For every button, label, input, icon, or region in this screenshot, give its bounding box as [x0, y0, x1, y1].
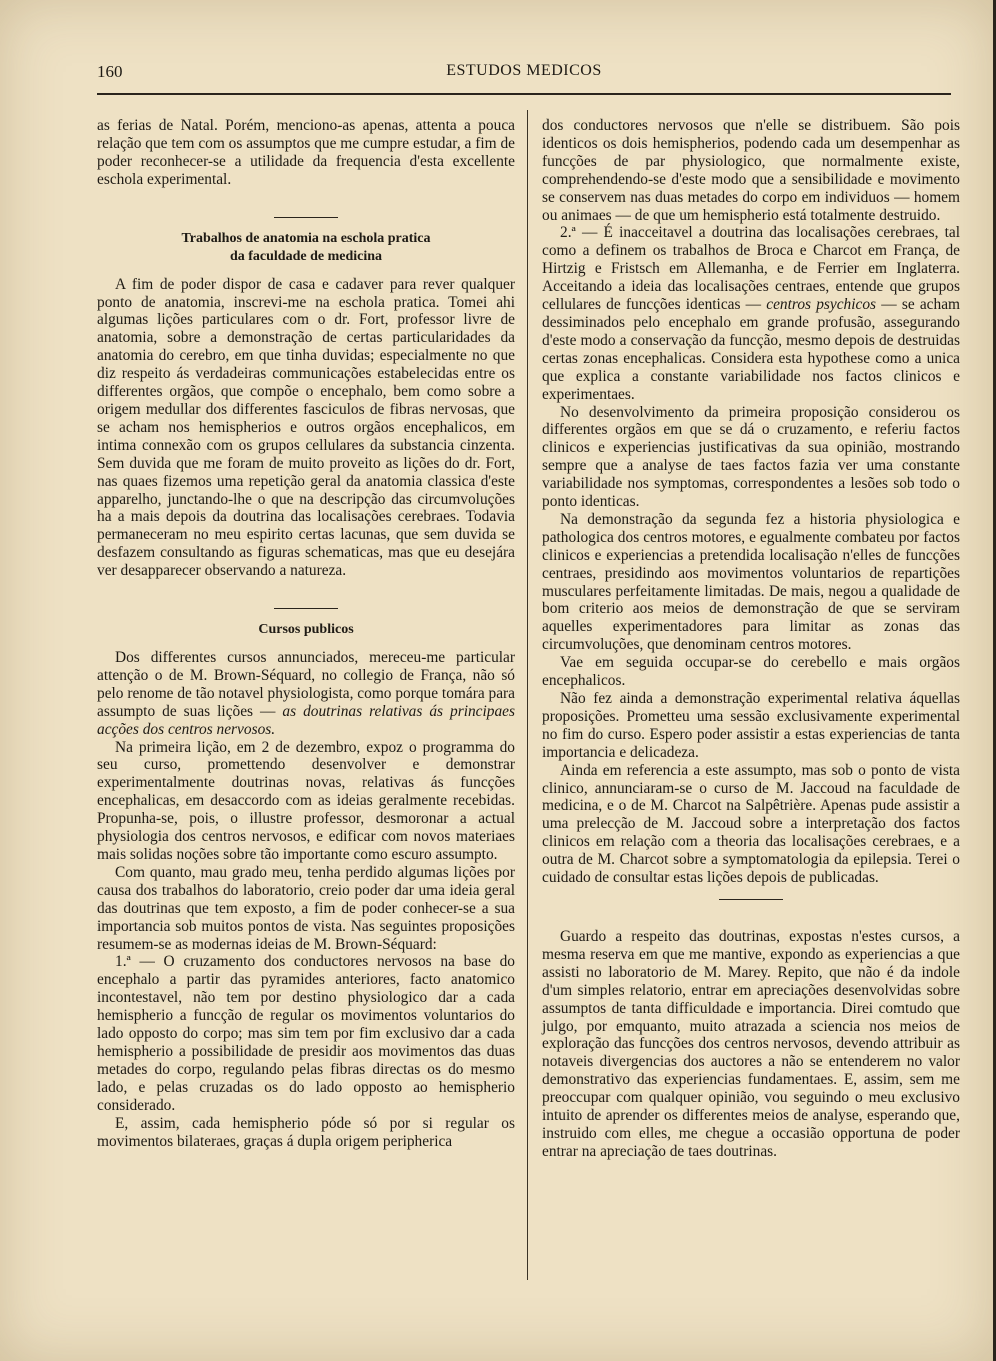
- paragraph: dos conductores nervosos que n'elle se distribuem. São pois identicos os dois hemispherios, podendo cada um desempenhar as funcções de par physiologico, que normalmente existe, comprehendendo-se d'este modo que a sensibilidade e movimento se conservem nas duas metades do corpo em individuos — homem ou animaes — de que um hemispherio está totalmente destruido.: [542, 117, 960, 224]
- paragraph-text: — se acham dessiminados pelo encephalo em grande profusão, assegurando d'este modo a conservação da funcção, mesmo depois de destruidas certas zonas encephalicas. Considera esta hypothese como a unica que explica a constante variabilidade nos factos clinicos e experimentaes.: [542, 296, 961, 403]
- paragraph: Não fez ainda a demonstração experimental relativa áquellas proposições. Prometteu uma sessão exclusivamente experimental no fim do curso. Espero poder assistir a estas experiencias de tanta importancia e delicadeza.: [542, 690, 960, 761]
- paragraph: 1.ª — O cruzamento dos conductores nervosos na base do encephalo a partir das pyramides anteriores, facto anatomico incontestavel, não tem por destino physiologico dar a cada hemispherio a funcção de regular os movimentos voluntarios do lado opposto do corpo; mas sim tem por fim exclusivo dar a cada hemispherio a possibilidade de presidir aos movimentos das duas metades do corpo, regulando pelas fibras directas os do mesmo lado, e pelas cruzadas os do lado opposto ao hemispherio considerado.: [97, 953, 515, 1114]
- section-heading-line: Trabalhos de anatomia na eschola pratica: [181, 230, 431, 246]
- paragraph: [97, 649, 515, 739]
- paragraph: Ainda em referencia a este assumpto, mas sob o ponto de vista clinico, annunciaram-se o curso de M. Jaccoud na faculdade de medicina, e o de M. Charcot na Salpêtrière. Apenas pude assistir a uma prelecção de M. Jaccoud sobre a interpretação dos factos clinicos em relação com a theoria das localisações cerebraes, e a outra de M. Charcot sobre a symptomatologia da epilepsia. Terei o cuidado de consultar estas lições depois de publicadas.: [542, 761, 960, 887]
- header-rule: [97, 93, 951, 95]
- paragraph: No desenvolvimento da primeira proposição considerou os differentes orgãos em que se dá o cruzamento, e referiu factos clinicos e experiencias justificativas da sua opinião, mostrando sempre que a analyse de taes factos fazia ver uma constante variabilidade nos symptomas, correspondentes a lesões sob todo o ponto identicas.: [542, 403, 960, 511]
- column-divider: [527, 110, 528, 1280]
- paragraph: Na demonstração da segunda fez a historia physiologica e pathologica dos centros motores, e egualmente combateu por factos clinicos e experiencias a pretendida localisação n'elles de funcções centraes, presidindo aos movimentos voluntarios de repartições musculares perfeitamente limitadas. De mais, negou a qualidade de bom criterio aos meios de demonstração de que se serviram aquelles experimentadores para limitar as zonas das circumvoluções, que denominam centros motores.: [542, 510, 960, 654]
- section-heading: Cursos publicos: [258, 622, 354, 638]
- paragraph: A fim de poder dispor de casa e cadaver para rever qualquer ponto de anatomia, inscrevi-me na eschola pratica. Tomei ahi algumas lições particulares com o dr. Fort, professor livre de anatomia, sobre a demonstração de certas particularidades da anatomia do cerebro, em que tinha duvidas; especialmente no que diz respeito ás verdadeiras communicações estabelecidas entre os differentes orgãos, que compõe o encephalo, bem como sobre a origem medullar dos differentes fasciculos de fibras nervosas, que se acham nos hemispherios e outros orgãos encephalicos, em intima connexão com os grupos cellulares da substancia cinzenta. Sem duvida que me foram de muito proveito as lições do dr. Fort, nas quaes fizemos uma repetição geral da anatomia classica d'este apparelho, junctando-lhe o que na descripção das circumvoluções ha a mais depois da doutrina das localisações cerebraes. Todavia permaneceram no meu espirito certas lacunas, que sem duvida se desfazem consultando as figuras schematicas, mas que eu desejára ver desapparecer observando a natureza.: [97, 275, 515, 580]
- paragraph: Vae em seguida occupar-se do cerebello e mais orgãos encephalicos.: [542, 654, 960, 690]
- paragraph-italic: as doutrinas relativas ás principaes acções dos centros nervosos.: [97, 702, 515, 738]
- page-header: [97, 62, 951, 88]
- paragraph: Com quanto, mau grado meu, tenha perdido algumas lições por causa dos trabalhos do laboratorio, creio poder dar uma ideia geral das doutrinas que tem exposto, a fim de poder conhecer-se a sua importancia sob muitos pontos de vista. Nas seguintes proposições resumem-se as modernas ideias de M. Brown-Séquard:: [97, 863, 515, 953]
- paragraph-italic: centros psychicos: [766, 296, 877, 314]
- paragraph: as ferias de Natal. Porém, menciono-as apenas, attenta a pouca relação que tem com os assumptos que me cumpre estudar, a fim de poder reconhecer-se a utilidade da frequencia d'esta excellente eschola experimental.: [97, 117, 515, 188]
- left-column: [97, 117, 515, 1150]
- running-title: ESTUDOS MEDICOS: [446, 62, 602, 79]
- paragraph-text: Dos differentes cursos annunciados, mereceu-me particular attenção o de M. Brown-Séquard, no collegio de França, não só pelo renome de tão notavel physiologista, como porque tomára para assumpto de suas lições —: [97, 649, 515, 720]
- paragraph: Na primeira lição, em 2 de dezembro, expoz o programma do seu curso, promettendo desenvolver e demonstrar experimentalmente doutrinas novas, relativas ás funcções encephalicas, em desaccordo com as ideias geralmente recebidas. Propunha-se, pois, o illustre professor, desmoronar a actual physiologia dos centros nervosos, e edificar com novos materiaes mais solidas noções sobre tão importante como escuro assumpto.: [97, 738, 515, 863]
- paragraph: Guardo a respeito das doutrinas, expostas n'estes cursos, a mesma reserva em que me mantive, expondo as experiencias a que assisti no laboratorio de M. Marey. Repito, que não é da indole d'um simples relatorio, entrar em apreciações desenvolvidas sobre assumptos de tanta difficuldade e importancia. Direi comtudo que julgo, por emquanto, muito atrazada a sciencia nos meios de exploração das funcções dos centros nervosos, devendo attribuir as notaveis divergencias dos auctores a não se entenderem no valor demonstrativo das experiencias fundamentaes. E, assim, sem me preoccupar com qualquer opinião, vou seguindo o meu exclusivo intuito de aprender os differentes meios de analyse, esperando que, instruido com elles, me chegue a occasião opportuna de poder entrar na apreciação de taes doutrinas.: [542, 927, 960, 1160]
- paragraph-text: 2.ª — É inacceitavel a doutrina das localisações cerebraes, tal como a definem os trabalhos de Broca e Charcot em França, de Hirtzig e Fristsch em Allemanha, e de Ferrier em Inglaterra. Acceitando a ideia das localisações centraes, entende que grupos cellulares de funcções identicas —: [542, 224, 960, 314]
- paragraph: E, assim, cada hemispherio póde só por si regular os movimentos bilateraes, graças á dupla origem peripherica: [97, 1114, 515, 1150]
- section-heading-line: da faculdade de medicina: [229, 248, 383, 264]
- paragraph: [542, 224, 960, 403]
- page-number: 160: [97, 62, 123, 81]
- right-column: [542, 117, 960, 1161]
